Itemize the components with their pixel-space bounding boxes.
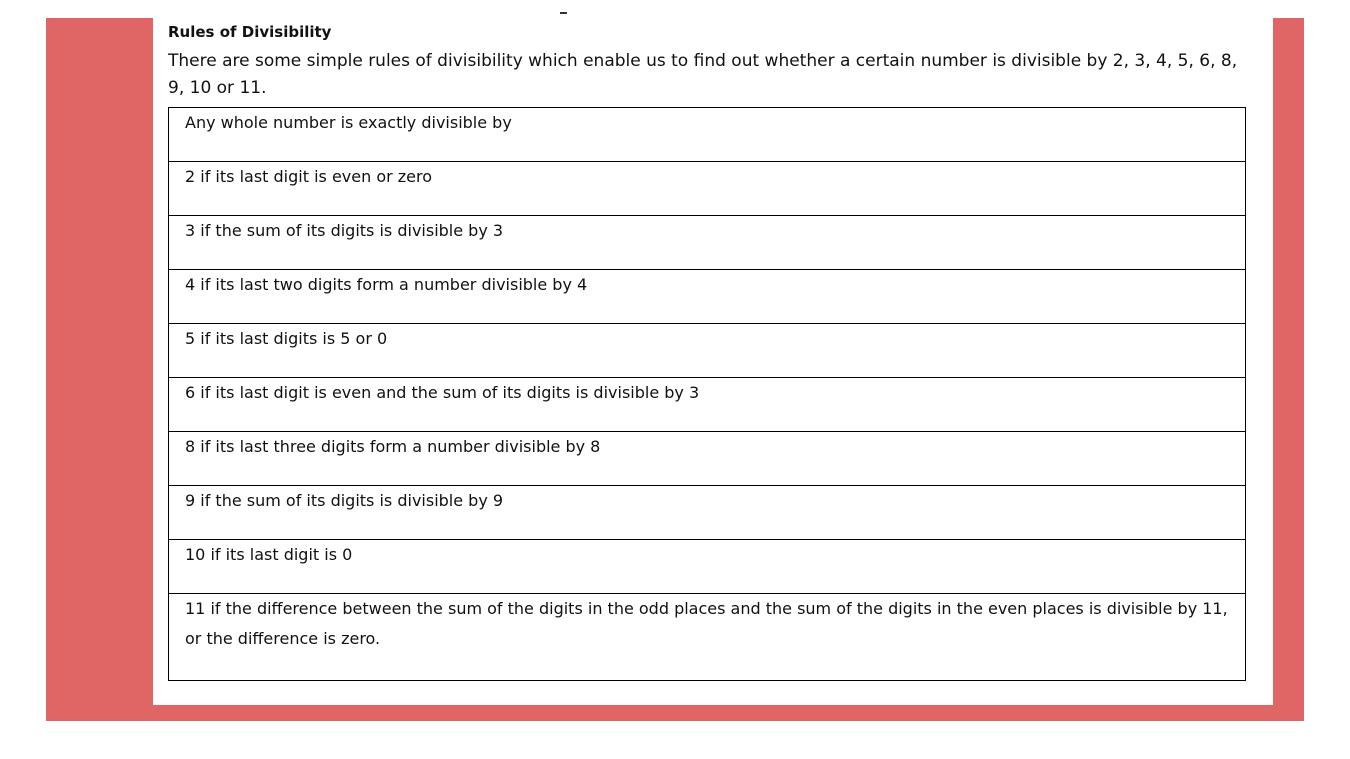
table-row bbox=[169, 540, 1246, 594]
table-row bbox=[169, 270, 1246, 324]
divisibility-rules-table bbox=[168, 107, 1246, 681]
table-row bbox=[169, 216, 1246, 270]
table-row bbox=[169, 378, 1246, 432]
rule-cell-5: 5 if its last digits is 5 or 0 bbox=[169, 324, 1246, 378]
rule-cell-4: 4 if its last two digits form a number divisible by 4 bbox=[169, 270, 1246, 324]
intro-paragraph: There are some simple rules of divisibility which enable us to find out whether a certain number is divisible by 2, 3, 4, 5, 6, 8, 9, 10 or 11. bbox=[168, 51, 1238, 98]
table-header-row bbox=[169, 108, 1246, 162]
rule-cell-9: 9 if the sum of its digits is divisible by 9 bbox=[169, 486, 1246, 540]
table-row bbox=[169, 486, 1246, 540]
table-row bbox=[169, 324, 1246, 378]
table-header-cell: Any whole number is exactly divisible by bbox=[185, 113, 512, 132]
table-row bbox=[169, 432, 1246, 486]
rule-cell-10: 10 if its last digit is 0 bbox=[169, 540, 1246, 594]
table-row bbox=[169, 162, 1246, 216]
page-mark bbox=[560, 12, 567, 14]
table-row bbox=[169, 594, 1246, 681]
rule-cell-6: 6 if its last digit is even and the sum of its digits is divisible by 3 bbox=[169, 378, 1246, 432]
rule-cell-3: 3 if the sum of its digits is divisible by 3 bbox=[169, 216, 1246, 270]
rule-cell-2: 2 if its last digit is even or zero bbox=[169, 162, 1246, 216]
document-heading: Rules of Divisibility bbox=[168, 23, 332, 41]
rule-cell-8: 8 if its last three digits form a number divisible by 8 bbox=[169, 432, 1246, 486]
rule-cell-11: 11 if the difference between the sum of the digits in the odd places and the sum of the digits in the even places is divisible by 11, or the difference is zero. bbox=[169, 594, 1246, 681]
